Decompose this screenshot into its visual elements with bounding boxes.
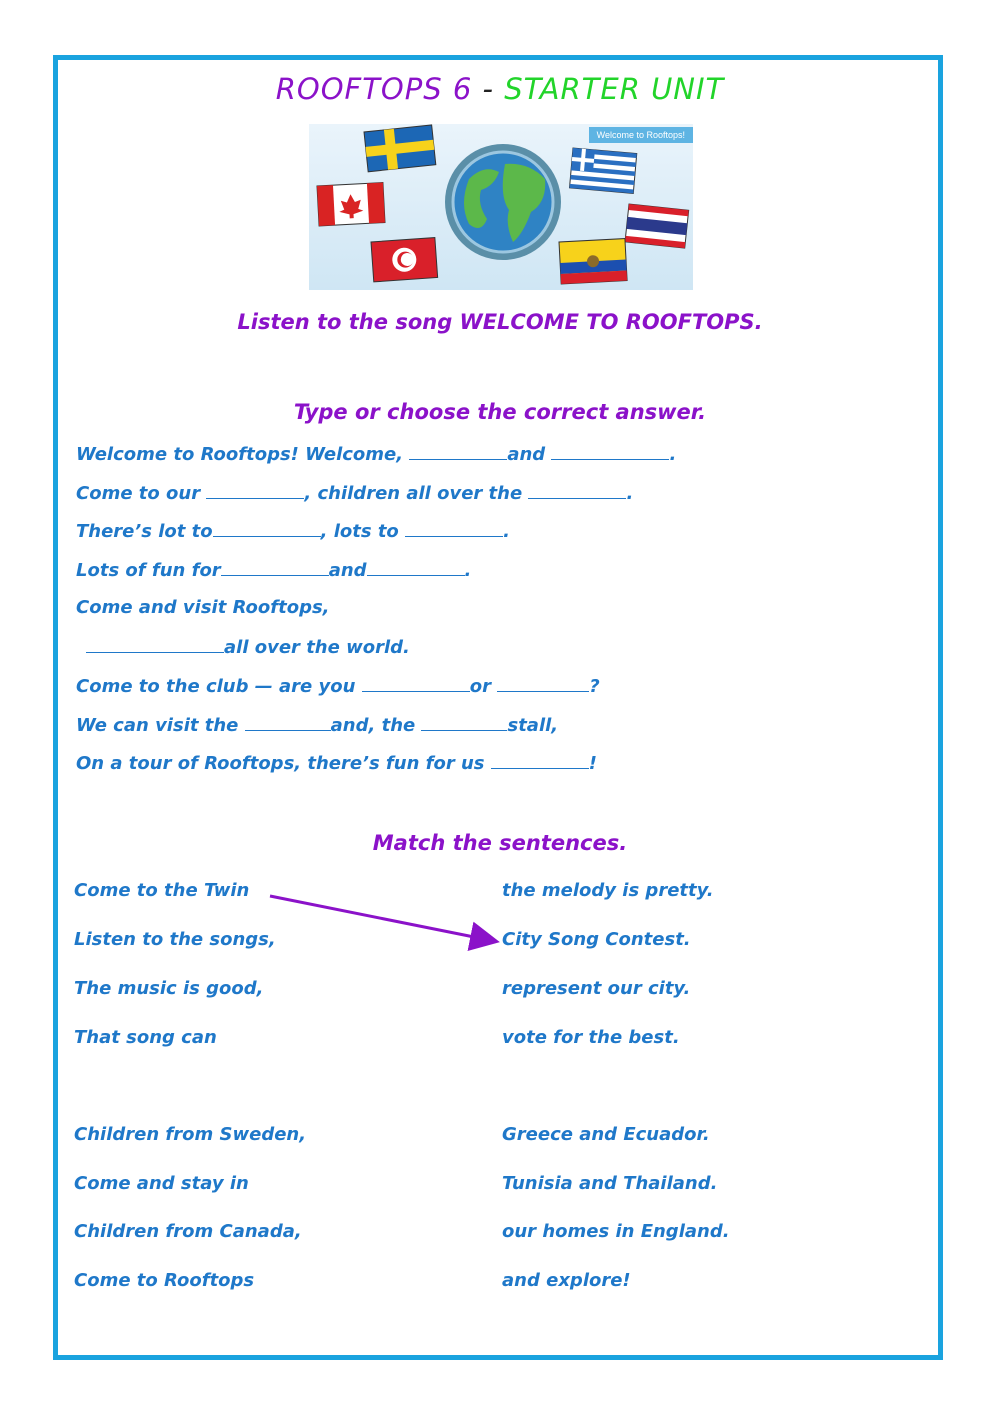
lyric-line-3: There’s lot to , lots to . xyxy=(76,521,510,542)
match-right-item[interactable]: the melody is pretty. xyxy=(502,880,714,901)
match-right-item[interactable]: vote for the best. xyxy=(502,1027,680,1048)
match-right-item[interactable]: represent our city. xyxy=(502,978,691,999)
match-right-item[interactable]: Tunisia and Thailand. xyxy=(502,1173,718,1194)
match-left-item[interactable]: The music is good, xyxy=(74,978,264,999)
match-right-item[interactable]: and explore! xyxy=(502,1270,631,1291)
lyric-line-7: Come to the club — are you or ? xyxy=(76,676,600,697)
match-left-item[interactable]: Come to the Twin xyxy=(74,880,250,901)
title-part2: STARTER UNIT xyxy=(504,72,725,106)
type-instruction: Type or choose the correct answer. xyxy=(293,400,707,424)
lyric-line-8: We can visit the and, the stall, xyxy=(76,715,559,736)
lyric-line-4: Lots of fun for and . xyxy=(76,560,472,581)
match-left-item[interactable]: Listen to the songs, xyxy=(74,929,276,950)
title-part1: ROOFTOPS 6 xyxy=(275,72,473,106)
match-left-item[interactable]: Come to Rooftops xyxy=(74,1270,255,1291)
lyric-line-1: Welcome to Rooftops! Welcome, and . xyxy=(76,444,677,465)
match-instruction: Match the sentences. xyxy=(372,831,628,855)
title-dash: - xyxy=(482,72,494,106)
match-left-item[interactable]: Come and stay in xyxy=(74,1173,249,1194)
match-left-item[interactable]: That song can xyxy=(74,1027,217,1048)
lyric-line-2: Come to our , children all over the . xyxy=(76,483,634,504)
banner-tag: Welcome to Rooftops! xyxy=(589,127,693,143)
match-right-item[interactable]: Greece and Ecuador. xyxy=(502,1124,710,1145)
match-left-item[interactable]: Children from Canada, xyxy=(74,1221,302,1242)
lyric-line-6: all over the world. xyxy=(86,636,410,658)
listen-instruction: Listen to the song WELCOME TO ROOFTOPS. xyxy=(237,310,763,334)
lyric-line-5: Come and visit Rooftops, xyxy=(76,597,330,618)
match-right-item[interactable]: City Song Contest. xyxy=(502,929,691,950)
match-left-item[interactable]: Children from Sweden, xyxy=(74,1124,307,1145)
match-right-item[interactable]: our homes in England. xyxy=(502,1221,730,1242)
lyric-line-9: On a tour of Rooftops, there’s fun for us ! xyxy=(76,753,598,774)
